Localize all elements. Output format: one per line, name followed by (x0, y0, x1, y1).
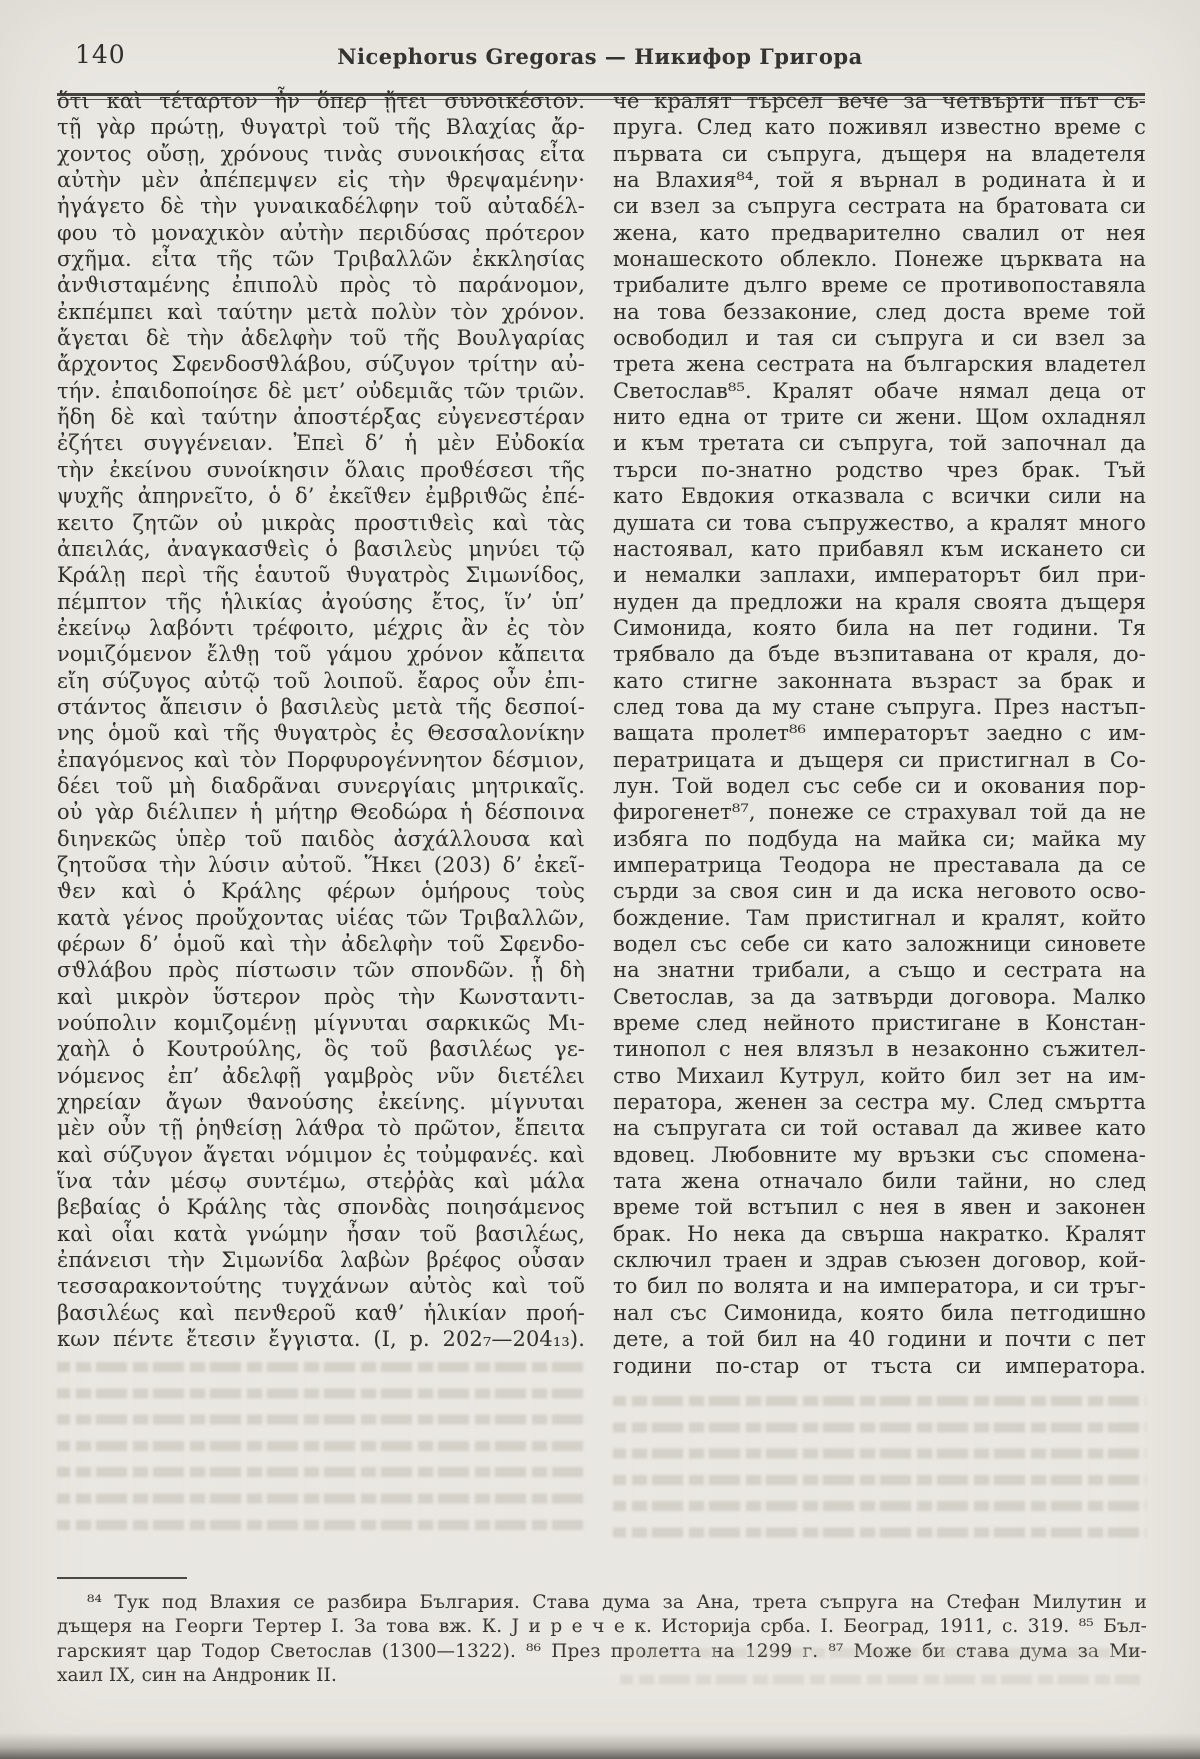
text-line: χηρείαν ἄγων ϑανούσης ἐκείνης. μίγνυται (57, 1090, 585, 1115)
greek-text-column (57, 88, 585, 1353)
text-line: ство Михаил Кутрул, който бил зет на им- (613, 1063, 1146, 1088)
text-line: нуден да предложи на краля своята дъщеря (613, 589, 1146, 614)
text-line: ператора, женен за сестра му. След смъртта (613, 1090, 1146, 1115)
text-line: χοντος οὔσῃ, χρόνους τινὰς συνοικήσας εἶτα (57, 141, 585, 166)
text-line: ἄγεται δὲ τὴν ἀδελφὴν τοῦ τῆς Βουλγαρίας (57, 326, 585, 351)
text-line: дъщеря на Георги Тертер I. За това вж. К. Ј и р е ч е к. Историја срба. I. Београд, 1911, с. 319. ⁸⁵ Бъл- (57, 1616, 1147, 1638)
text-line: ϑεν καὶ ὁ Κράλης φέρων ὁμήρους τοὺς (57, 879, 585, 904)
text-line: εἴη σύζυγος αὐτῷ τοῦ λοιποῦ. ἔαρος οὖν ἐπι- (57, 668, 585, 693)
text-line: избяга по подбуда на майка си; майка му (613, 826, 1146, 851)
text-line: σχῆμα. εἶτα τῆς τῶν Τριβαλλῶν ἐκκλησίας (57, 247, 585, 272)
text-line: тинопол с нея влязъл в незаконно съжител- (613, 1037, 1146, 1062)
text-line: хаил IX, син на Андроник II. (57, 1665, 337, 1687)
text-line: трябвало да бъде възпитавана от краля, до- (613, 642, 1146, 667)
text-line: години по-стар от тъста си императора. (613, 1353, 1146, 1378)
text-line: и към третата си съпруга, той започнал да (613, 431, 1146, 456)
text-line: душата си това съпружество, а кралят много (613, 510, 1146, 535)
text-line: вдовец. Любовните му връзки със спомена- (613, 1142, 1146, 1167)
text-line: Светослав, за да затвърди договора. Малко (613, 984, 1146, 1009)
text-line: ващата пролет⁸⁶ императорът заедно с им- (613, 721, 1146, 746)
text-line: гарският цар Тодор Светослав (1300—1322). ⁸⁶ През пролетта на 1299 г. ⁸⁷ Може би става дума за Ми- (57, 1640, 1147, 1662)
text-line: нал със Симонида, която била петгодишно (613, 1300, 1146, 1325)
text-line: трета жена сестрата на българския владетел (613, 352, 1146, 377)
text-line: φου τὸ μοναχικὸν αὐτὴν περιδύσας πρότερον (57, 220, 585, 245)
text-line: лун. Той водел със себе си и окования пор- (613, 773, 1146, 798)
text-line: νόμενος ἐπ’ ἀδελφῇ γαμβρὸς νῦν διετέλει (57, 1063, 585, 1088)
page-header (57, 38, 1143, 72)
text-line: като стигне законната възраст за брак и (613, 668, 1146, 693)
text-line: тата жена отначало били тайни, но след (613, 1169, 1146, 1194)
text-line: τῇ γὰρ πρώτῃ, ϑυγατρὶ τοῦ τῆς Βλαχίας ἄρ- (57, 115, 585, 140)
text-line: на Влахия⁸⁴, той я върнал в родината ѝ и (613, 168, 1146, 193)
text-line: ἐπάνεισι τὴν Σιμωνίδα λαβὼν βρέφος οὖσαν (57, 1248, 585, 1273)
text-line: трибалите дълго време се противопоставяла (613, 273, 1146, 298)
text-line: χαὴλ ὁ Κουτρούλης, ὃς τοῦ βασιλέως γε- (57, 1037, 585, 1062)
text-line: ἐκπέμπει καὶ ταύτην μετὰ πολὺν τὸν χρόνον. (57, 299, 585, 324)
text-line: ἤδη δὲ καὶ ταύτην ἀποστέρξας εὐγενεστέραν (57, 405, 585, 430)
text-line: освободил и тая си съпруга и си взел за (613, 326, 1146, 351)
text-line: κατὰ γένος προὔχοντας υἱέας τῶν Τριβαλλῶν, (57, 905, 585, 930)
text-line: καὶ οἷαι κατὰ γνώμην ἦσαν τοῦ βασιλέως, (57, 1221, 585, 1246)
text-line: след това да му стане съпруга. През настъп- (613, 694, 1146, 719)
text-line: βεβαίας ὁ Κράλης τὰς σπονδὰς ποιησάμενος (57, 1195, 585, 1220)
text-line: на това беззаконие, след доста време той (613, 299, 1146, 324)
text-line: ператрицата и дъщеря си пристигнал в Со- (613, 747, 1146, 772)
text-line: ἀνϑισταμένης ἐπιπολὺ πρὸς τὸ παράνομον, (57, 273, 585, 298)
text-line: ἐπαγόμενος καὶ τὸν Πορφυρογέννητον δέσμιον, (57, 747, 585, 772)
text-line: брак. Но нека да свърша накратко. Кралят (613, 1221, 1146, 1246)
text-line: пруга. След като поживял известно време с (613, 115, 1146, 140)
text-line: ἐζήτει συγγένειαν. Ἐπεὶ δ’ ἡ μὲν Εὐδοκία (57, 431, 585, 456)
text-line: ὅτι καὶ τέταρτον ἦν ὅπερ ᾔτει συνοικέσιον. (57, 89, 585, 113)
text-line: κων πέντε ἔτεσιν ἔγγιστα. (I, p. 202₇—204₁₃). (57, 1327, 585, 1352)
bleedthrough-ghost-right (613, 1396, 1146, 1546)
text-line: търси по-знатно родство чрез брак. Тъй (613, 457, 1146, 482)
text-line: βασιλέως καὶ πενϑεροῦ καϑ’ ἡλικίαν προή- (57, 1300, 585, 1325)
text-line: жена, като предварително свалил от нея (613, 220, 1146, 245)
text-line: Симонида, която била на пет години. Тя (613, 615, 1146, 640)
text-line: τὴν ἐκείνου συνοίκησιν ὅλαις προϑέσεσι τῆς (57, 457, 585, 482)
text-line: καὶ μικρὸν ὕστερον πρὸς τὴν Κωνσταντι- (57, 984, 585, 1009)
text-line: си взел за съпруга сестрата на братовата си (613, 194, 1146, 219)
bulgarian-text-column (613, 88, 1146, 1379)
text-line: водел със себе си като заложници синовете (613, 932, 1146, 956)
text-line: μὲν οὖν τῇ ῥηϑείσῃ λάϑρα τὸ πρῶτον, ἔπειτα (57, 1116, 585, 1141)
text-line: ζητοῦσα τὴν λύσιν αὐτοῦ. Ἥκει (203) δ’ ἐκεῖ- (57, 852, 585, 877)
text-line: ἐκείνῳ λαβόντι τρέφοιτο, μέχρις ἂν ἐς τὸν (57, 615, 585, 640)
bleedthrough-ghost-left (57, 1362, 585, 1544)
text-line: ἠγάγετο δὲ τὴν γυναικαδέλφην τοῦ αὐταδέλ- (57, 194, 585, 219)
bleedthrough-ghost-footnote-area (620, 1648, 1140, 1694)
text-line: нито една от трите си жени. Щом охладнял (613, 405, 1146, 430)
text-line: на съпругата си той оставал да живее като (613, 1116, 1146, 1141)
text-line: настоявал, като прибавял към искането си (613, 536, 1146, 561)
text-line: императрица Теодора не преставала да се (613, 852, 1146, 877)
text-line: Светослав⁸⁵. Кралят обаче нямал деца от (613, 378, 1146, 403)
text-line: монашеското облекло. Понеже църквата на (613, 247, 1146, 272)
text-line: ἄρχοντος Σφενδοσϑλάβου, σύζυγον τρίτην αὐ- (57, 352, 585, 377)
text-line: κειτο ζητῶν οὐ μικρὰς προστιϑεὶς καὶ τὰς (57, 510, 585, 535)
text-line: τήν. ἐπαιδοποίησε δὲ μετ’ οὐδεμιᾶς τῶν τριῶν. (57, 378, 585, 403)
text-line: дете, а той бил на 40 години и почти с пет (613, 1327, 1146, 1352)
scan-bottom-edge-shadow (0, 1733, 1200, 1759)
text-line: ἀπειλάς, ἀναγκασϑεὶς ὁ βασιλεὺς μηνύει τῷ (57, 536, 585, 561)
text-line: καὶ σύζυγον ἄγεται νόμιμον ἐς τοὐμφανές. καὶ (57, 1142, 585, 1167)
text-line: бождение. Там пристигнал и кралят, който (613, 905, 1146, 930)
text-line: време той встъпил с нея в явен и законен (613, 1195, 1146, 1220)
text-line: време след нейното пристигане в Констан- (613, 1011, 1146, 1036)
text-line: Κράλῃ περὶ τῆς ἑαυτοῦ ϑυγατρὸς Σιμωνίδος, (57, 563, 585, 588)
footnote-separator-rule (57, 1577, 187, 1579)
text-line: първата си съпруга, дъщеря на владетеля (613, 141, 1146, 166)
text-line: οὐ γὰρ διέλιπεν ἡ μήτηρ Θεοδώρα ἡ δέσποινα (57, 800, 585, 825)
running-header-title: Nicephorus Gregoras — Никифор Григора (337, 44, 863, 69)
text-line: στάντος ἄπεισιν ὁ βασιλεὺς μετὰ τῆς δεσποί- (57, 694, 585, 719)
text-line: сърди за своя син и да иска неговото осво- (613, 879, 1146, 904)
text-line: αὐτὴν μὲν ἀπέπεμψεν εἰς τὴν ϑρεψαμένην· (57, 168, 585, 193)
text-line: πέμπτον τῆς ἡλικίας ἀγούσης ἔτος, ἵν’ ὑπ’ (57, 589, 585, 614)
text-line: ⁸⁴ Тук под Влахия се разбира България. Става дума за Ана, трета съпруга на Стефан Милутин и (87, 1592, 1147, 1613)
text-line: на знатни трибали, а също и сестрата на (613, 958, 1146, 983)
text-line: сключил траен и здрав съюзен договор, кой- (613, 1248, 1146, 1273)
text-line: νομιζόμενον ἔλϑῃ τοῦ γάμου χρόνον κἄπειτα (57, 642, 585, 667)
text-line: διηνεκῶς ὑπὲρ τοῦ παιδὸς ἀσχάλλουσα καὶ (57, 826, 585, 851)
text-line: σϑλάβου πρὸς πίστωσιν τῶν σπονδῶν. ᾗ δὴ (57, 958, 585, 983)
text-line: νης ὁμοῦ καὶ τῆς ϑυγατρὸς ἐς Θεσσαλονίκην (57, 721, 585, 746)
text-line: фирогенет⁸⁷, понеже се страхувал той да не (613, 800, 1146, 825)
text-line: τεσσαρακοντούτης τυγχάνων αὐτὸς καὶ τοῦ (57, 1274, 585, 1299)
text-line: φέρων δ’ ὁμοῦ καὶ τὴν ἀδελφὴν τοῦ Σφενδο- (57, 932, 585, 956)
text-line: ψυχῆς ἀπηρνεῖτο, ὁ δ’ ἐκεῖϑεν ἐμβριϑῶς ἐπέ- (57, 484, 585, 509)
text-line: νούπολιν κομιζομένῃ μίγνυται σαρκικῶς Μι- (57, 1011, 585, 1036)
text-line: δέει τοῦ μὴ διαδρᾶναι συνεργίαις μητρικαῖς. (57, 773, 585, 798)
text-line: че кралят търсел вече за четвърти път съ- (613, 89, 1146, 113)
text-line: ἵνα τἀν μέσῳ συντέμω, στεῤῥὰς καὶ μάλα (57, 1169, 585, 1194)
text-line: като Евдокия отказвала с всички сили на (613, 484, 1146, 509)
page-number: 140 (75, 40, 126, 69)
text-line: то бил по волята и на императора, и си тръг- (613, 1274, 1146, 1299)
text-line: и немалки заплахи, императорът бил при- (613, 563, 1146, 588)
